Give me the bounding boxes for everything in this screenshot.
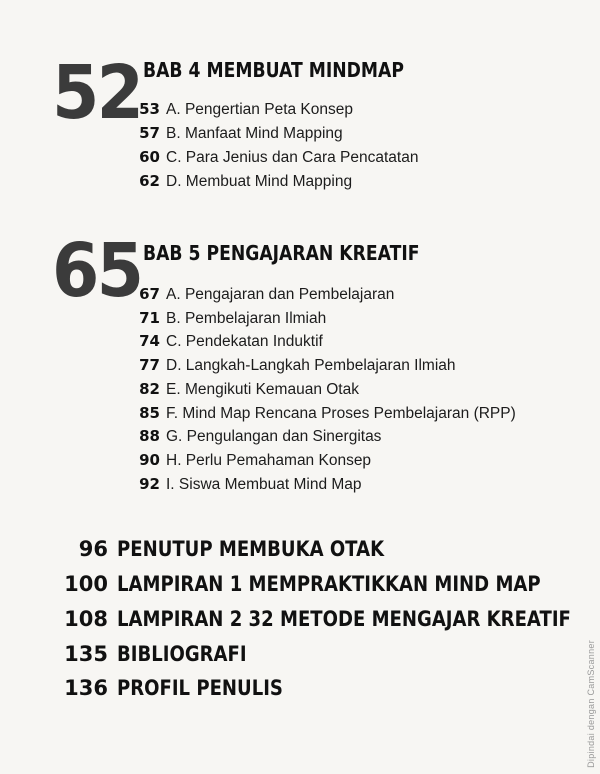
toc-entry-page: 77 [139, 356, 160, 374]
toc-entry[interactable] [124, 424, 381, 448]
back-matter-label: PROFIL PENULIS [117, 676, 283, 700]
toc-entry-page: 92 [139, 475, 160, 493]
toc-entry-label: B. Manfaat Mind Mapping [166, 125, 343, 142]
toc-entry-label: C. Para Jenius dan Cara Pencatatan [166, 149, 419, 166]
toc-entry-label: A. Pengertian Peta Konsep [166, 101, 353, 118]
toc-entry-label: H. Perlu Pemahaman Konsep [166, 452, 372, 469]
toc-entry-label: C. Pendekatan Induktif [166, 333, 323, 350]
toc-entry-page: 57 [139, 124, 160, 142]
scanner-watermark: Dipindai dengan CamScanner [586, 640, 596, 768]
toc-entry-page: 85 [139, 404, 160, 422]
chapter-5-page-number: 65 [52, 228, 142, 314]
back-matter-page: 96 [78, 537, 108, 561]
back-matter-label: LAMPIRAN 1 MEMPRAKTIKKAN MIND MAP [117, 572, 541, 596]
toc-entry-page: 90 [139, 451, 160, 469]
toc-entry-label: D. Membuat Mind Mapping [166, 173, 353, 190]
toc-entry[interactable] [124, 306, 326, 330]
toc-entry[interactable] [124, 169, 352, 193]
back-matter-entry[interactable] [0, 637, 268, 671]
back-matter-label: PENUTUP MEMBUKA OTAK [117, 537, 385, 561]
back-matter-page: 108 [64, 607, 108, 631]
toc-entry[interactable] [124, 97, 353, 121]
toc-entry-label: E. Mengikuti Kemauan Otak [166, 381, 359, 398]
toc-entry-label: G. Pengulangan dan Sinergitas [166, 428, 382, 445]
back-matter-entry[interactable] [0, 602, 600, 636]
toc-entry-label: A. Pengajaran dan Pembelajaran [166, 286, 395, 303]
toc-entry-page: 71 [139, 309, 160, 327]
back-matter-page: 135 [64, 642, 108, 666]
toc-entry-label: D. Langkah-Langkah Pembelajaran Ilmiah [166, 357, 456, 374]
back-matter-entry[interactable] [0, 567, 600, 601]
toc-entry-label: I. Siswa Membuat Mind Map [166, 476, 362, 493]
toc-entry[interactable] [124, 121, 343, 145]
toc-entry-page: 74 [139, 332, 160, 350]
toc-entry[interactable] [124, 282, 394, 306]
toc-entry-page: 82 [139, 380, 160, 398]
toc-entry[interactable] [124, 329, 323, 353]
toc-entry[interactable] [124, 377, 359, 401]
toc-entry[interactable] [124, 145, 418, 169]
chapter-5-title: BAB 5 PENGAJARAN KREATIF [143, 241, 420, 265]
toc-entry[interactable] [124, 401, 516, 425]
toc-entry-page: 67 [139, 285, 160, 303]
back-matter-page: 100 [64, 572, 108, 596]
toc-entry-label: F. Mind Map Rencana Proses Pembelajaran (RPP) [166, 405, 516, 422]
toc-entry-page: 88 [139, 427, 160, 445]
toc-entry-page: 60 [139, 148, 160, 166]
back-matter-entry[interactable] [0, 532, 428, 566]
toc-entry[interactable] [124, 448, 371, 472]
toc-entry-label: B. Pembelajaran Ilmiah [166, 310, 327, 327]
chapter-4-page-number: 52 [52, 50, 142, 136]
back-matter-label: BIBLIOGRAFI [117, 642, 247, 666]
back-matter-page: 136 [64, 676, 108, 700]
back-matter-entry[interactable] [0, 671, 310, 705]
toc-entry[interactable] [124, 472, 362, 496]
toc-entry[interactable] [124, 353, 456, 377]
chapter-4-title: BAB 4 MEMBUAT MINDMAP [143, 58, 404, 82]
toc-entry-page: 53 [139, 100, 160, 118]
toc-entry-page: 62 [139, 172, 160, 190]
back-matter-label: LAMPIRAN 2 32 METODE MENGAJAR KREATIF [117, 607, 571, 631]
